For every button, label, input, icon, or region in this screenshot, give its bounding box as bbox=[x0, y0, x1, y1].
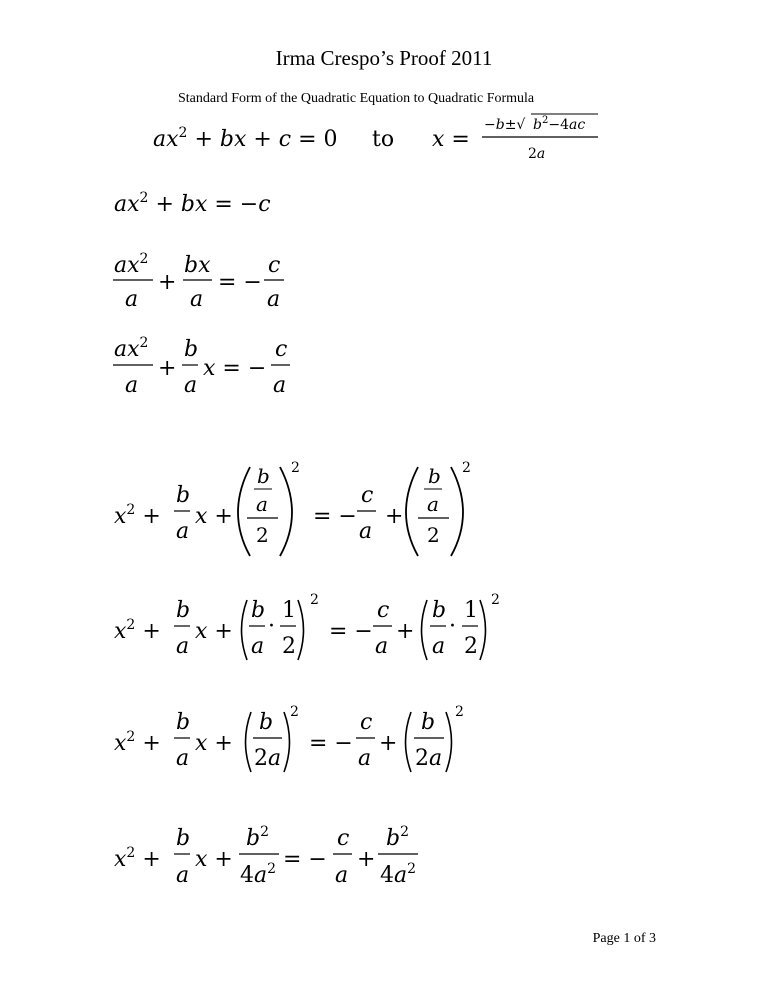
svg-text:ax2 + bx = −c: $ax^2$ + bx = −c bbox=[114, 190, 271, 217]
step-6 bbox=[114, 704, 464, 772]
svg-text:x2 +: $x^2$ + bbox=[114, 845, 161, 872]
svg-text:a: a bbox=[358, 746, 372, 771]
svg-text:2: 2 bbox=[462, 460, 471, 476]
step-5 bbox=[114, 592, 500, 660]
svg-text:a: a bbox=[190, 287, 204, 312]
header-formula-radicand: $b^2-4ac$ bbox=[533, 115, 586, 133]
svg-text:b2: $b^2$ bbox=[386, 824, 410, 851]
svg-text:+: + bbox=[158, 270, 177, 295]
svg-text:a: a bbox=[125, 287, 139, 312]
header-formula-numerator: −b±√ bbox=[484, 117, 526, 133]
header-equation-right-lhs: x = bbox=[432, 127, 470, 152]
svg-text:a: a bbox=[176, 519, 190, 544]
header-equation-left: $ax^2$ + bx + c = 0 bbox=[153, 125, 338, 152]
svg-text:b: b bbox=[184, 337, 199, 362]
header-connector: to bbox=[372, 127, 395, 152]
svg-text:x = −: x = − bbox=[203, 356, 267, 381]
document-title: Irma Crespo’s Proof 2011 bbox=[275, 46, 493, 70]
svg-text:2: 2 bbox=[290, 704, 299, 720]
header-equation bbox=[153, 114, 598, 162]
svg-text:c: c bbox=[337, 826, 350, 851]
svg-text:+: + bbox=[385, 504, 404, 529]
svg-text:b: b bbox=[428, 464, 441, 488]
svg-text:x2 +: $x^2$ + bbox=[114, 502, 161, 529]
svg-text:c: c bbox=[377, 598, 390, 623]
svg-text:4a2: $4a^2$ bbox=[240, 861, 277, 888]
svg-text:·: · bbox=[268, 614, 275, 639]
svg-text:b2: $b^2$ bbox=[246, 824, 270, 851]
svg-text:= −: = − bbox=[283, 847, 327, 872]
svg-text:b: b bbox=[421, 710, 436, 735]
svg-text:b: b bbox=[176, 483, 191, 508]
svg-text:a: a bbox=[176, 863, 190, 888]
svg-text:a: a bbox=[432, 634, 446, 659]
svg-text:a: a bbox=[267, 287, 281, 312]
svg-text:= −: = − bbox=[309, 731, 353, 756]
svg-text:2: 2 bbox=[455, 704, 464, 720]
svg-text:x +: x + bbox=[195, 619, 233, 644]
svg-text:2: 2 bbox=[464, 634, 478, 659]
step-1 bbox=[114, 190, 271, 217]
svg-text:a: a bbox=[184, 373, 198, 398]
svg-text:c: c bbox=[361, 483, 374, 508]
svg-text:ax2: $ax^2$ bbox=[114, 251, 149, 278]
svg-text:a: a bbox=[375, 634, 389, 659]
svg-text:c: c bbox=[360, 710, 373, 735]
svg-text:a: a bbox=[335, 863, 349, 888]
svg-text:a: a bbox=[427, 492, 439, 516]
step-2 bbox=[113, 251, 284, 312]
svg-text:bx: bx bbox=[184, 253, 211, 278]
svg-text:b: b bbox=[259, 710, 274, 735]
svg-text:2: 2 bbox=[282, 634, 296, 659]
svg-text:b: b bbox=[176, 826, 191, 851]
svg-text:2: 2 bbox=[427, 523, 440, 547]
document-subtitle: Standard Form of the Quadratic Equation to Quadratic Formula bbox=[178, 91, 535, 106]
step-7 bbox=[114, 824, 418, 888]
svg-text:+: + bbox=[396, 619, 415, 644]
svg-text:x2 +: $x^2$ + bbox=[114, 729, 161, 756]
svg-text:b: b bbox=[432, 598, 447, 623]
svg-text:4a2: $4a^2$ bbox=[380, 861, 417, 888]
svg-text:x +: x + bbox=[195, 504, 233, 529]
step-3 bbox=[113, 335, 290, 398]
svg-text:ax2: $ax^2$ bbox=[114, 335, 149, 362]
svg-text:a: a bbox=[256, 492, 268, 516]
svg-text:b: b bbox=[251, 598, 266, 623]
svg-text:2a: 2a bbox=[254, 746, 282, 771]
svg-text:= −: = − bbox=[329, 619, 373, 644]
svg-text:x +: x + bbox=[195, 847, 233, 872]
step-4 bbox=[114, 460, 471, 556]
svg-text:b: b bbox=[176, 598, 191, 623]
svg-text:a: a bbox=[125, 373, 139, 398]
svg-text:2: 2 bbox=[291, 460, 300, 476]
svg-text:a: a bbox=[359, 519, 373, 544]
svg-text:·: · bbox=[449, 614, 456, 639]
svg-text:a: a bbox=[273, 373, 287, 398]
svg-text:a: a bbox=[251, 634, 265, 659]
svg-text:= −: = − bbox=[218, 270, 262, 295]
header-formula-denominator: 2a bbox=[528, 146, 546, 162]
svg-text:2a: 2a bbox=[415, 746, 443, 771]
svg-text:a: a bbox=[176, 634, 190, 659]
svg-text:b: b bbox=[257, 464, 270, 488]
svg-text:x +: x + bbox=[195, 731, 233, 756]
svg-text:x2 +: $x^2$ + bbox=[114, 617, 161, 644]
svg-text:b: b bbox=[176, 710, 191, 735]
svg-text:+: + bbox=[158, 356, 177, 381]
svg-text:= −: = − bbox=[313, 504, 357, 529]
svg-text:2: 2 bbox=[491, 592, 500, 608]
svg-text:2: 2 bbox=[310, 592, 319, 608]
svg-text:+: + bbox=[379, 731, 398, 756]
svg-text:c: c bbox=[275, 337, 288, 362]
svg-text:1: 1 bbox=[464, 598, 478, 623]
svg-text:c: c bbox=[268, 253, 281, 278]
page-number: Page 1 of 3 bbox=[592, 931, 656, 946]
svg-text:+: + bbox=[357, 847, 376, 872]
svg-text:2: 2 bbox=[256, 523, 269, 547]
svg-text:1: 1 bbox=[282, 598, 296, 623]
svg-text:a: a bbox=[176, 746, 190, 771]
